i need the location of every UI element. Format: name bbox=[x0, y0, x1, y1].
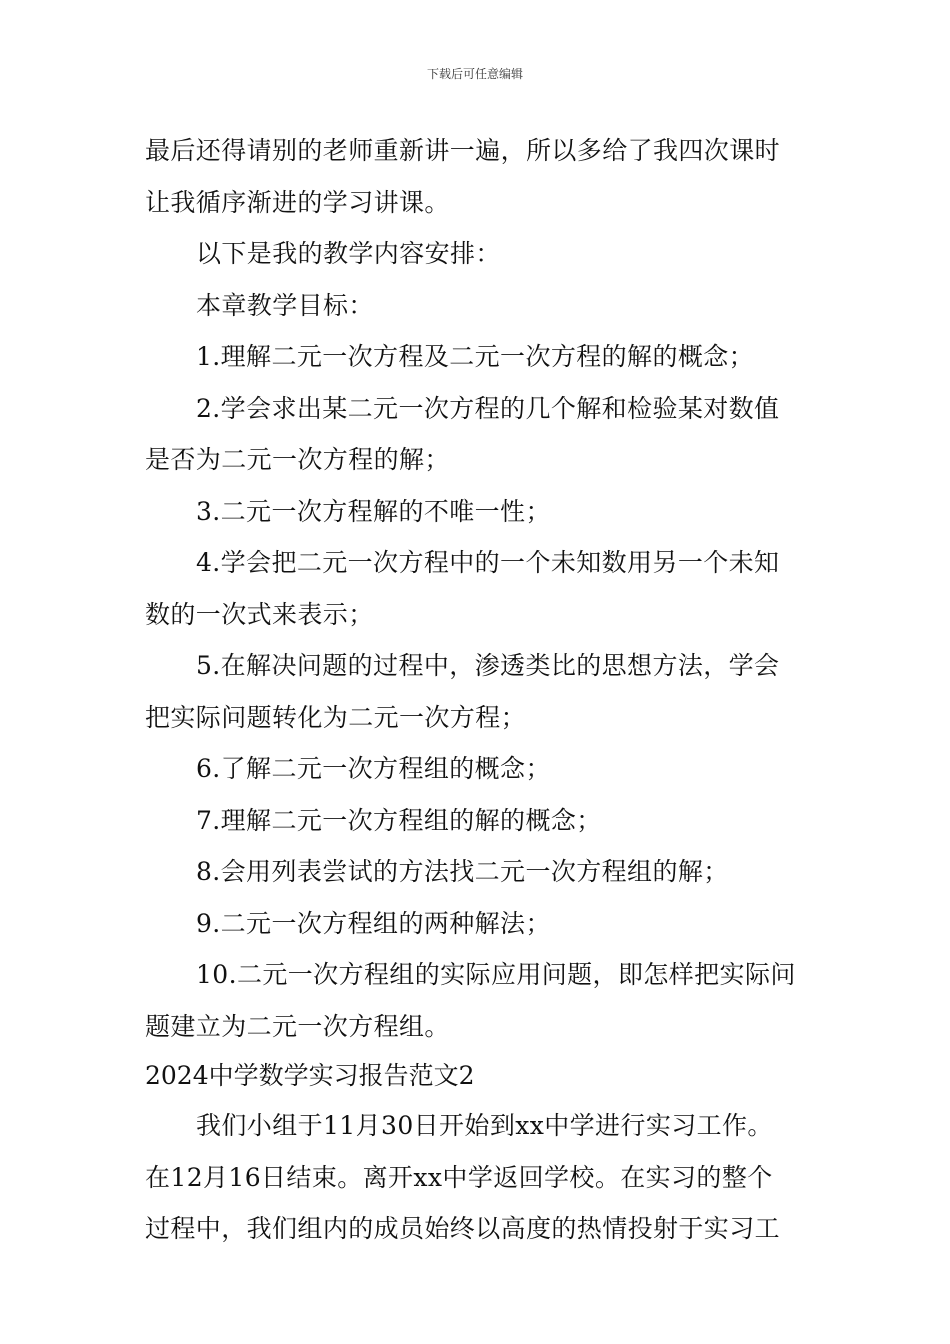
list-item-continuation: 是否为二元一次方程的解； bbox=[145, 445, 450, 474]
document-body bbox=[145, 125, 810, 1255]
list-item: 10.二元一次方程组的实际应用问题，即怎样把实际问 bbox=[196, 960, 796, 989]
list-item: 7.理解二元一次方程组的解的概念； bbox=[196, 805, 602, 835]
list-item: 5.在解决问题的过程中，渗透类比的思想方法，学会 bbox=[196, 651, 780, 680]
paragraph-line: 让我循序渐进的学习讲课。 bbox=[145, 187, 450, 217]
list-item: 3.二元一次方程解的不唯一性； bbox=[196, 496, 551, 526]
paragraph-line: 过程中，我们组内的成员始终以高度的热情投射于实习工 bbox=[145, 1214, 781, 1243]
paragraph-line: 以下是我的教学内容安排： bbox=[196, 239, 501, 268]
paragraph-line: 在12月16日结束。离开xx中学返回学校。在实习的整个 bbox=[145, 1162, 773, 1192]
paragraph-line: 最后还得请别的老师重新讲一遍，所以多给了我四次课时 bbox=[145, 136, 781, 165]
list-item: 1.理解二元一次方程及二元一次方程的解的概念； bbox=[196, 342, 755, 371]
list-item: 9.二元一次方程组的两种解法； bbox=[196, 908, 551, 938]
list-item-continuation: 数的一次式来表示； bbox=[145, 599, 374, 629]
paragraph-line: 本章教学目标： bbox=[196, 290, 374, 320]
section-title: 2024中学数学实习报告范文2 bbox=[145, 1061, 475, 1090]
list-item: 2.学会求出某二元一次方程的几个解和检验某对数值 bbox=[196, 393, 780, 423]
list-item: 6.了解二元一次方程组的概念； bbox=[196, 754, 551, 783]
list-item: 8.会用列表尝试的方法找二元一次方程组的解； bbox=[196, 857, 729, 886]
paragraph-line: 我们小组于11月30日开始到xx中学进行实习工作。 bbox=[196, 1111, 773, 1140]
page-header: 下载后可任意编辑 bbox=[426, 67, 523, 81]
list-item-continuation: 题建立为二元一次方程组。 bbox=[145, 1011, 450, 1041]
list-item-continuation: 把实际问题转化为二元一次方程； bbox=[145, 702, 527, 732]
list-item: 4.学会把二元一次方程中的一个未知数用另一个未知 bbox=[196, 548, 780, 577]
